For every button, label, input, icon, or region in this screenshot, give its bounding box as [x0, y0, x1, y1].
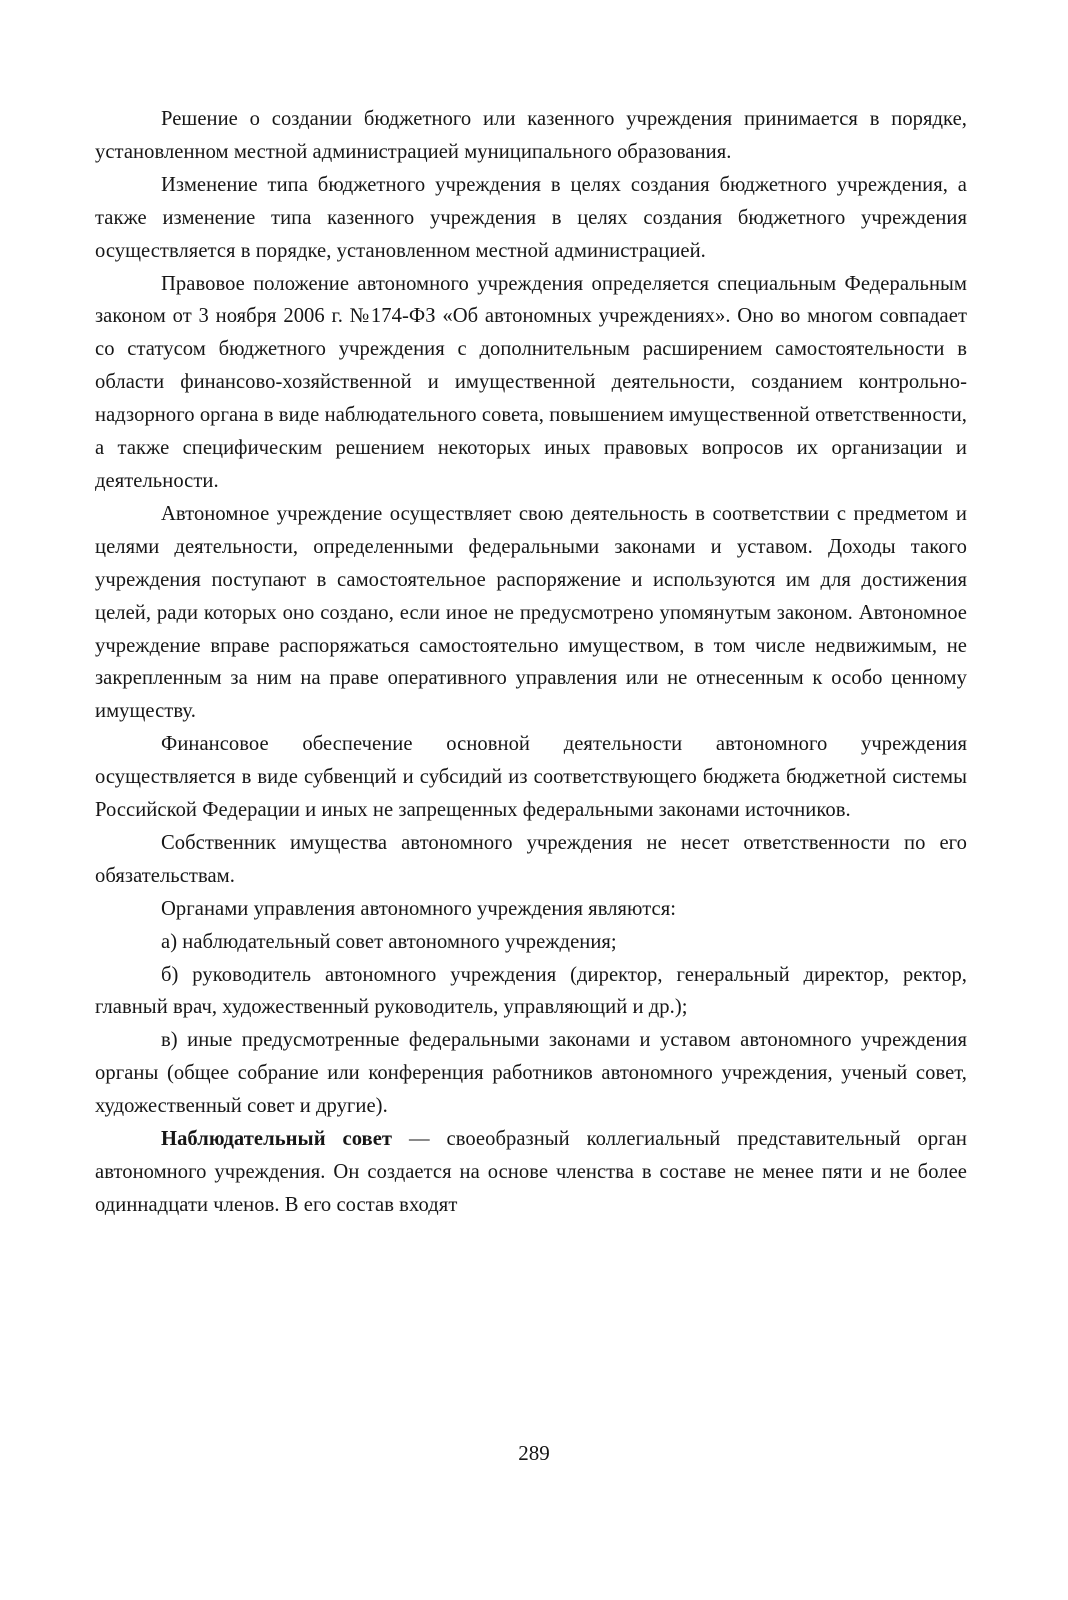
paragraph-2-text: Изменение типа бюджетного учреждения в целях создания бюджетного учреждения, а также изменение типа казенного учреждения в целях создания бюджетного учреждения осуществляется в порядке, установленном местной администрацией.	[95, 173, 967, 262]
paragraph-6	[95, 827, 967, 893]
list-item-a	[95, 926, 967, 959]
paragraph-5	[95, 728, 967, 827]
paragraph-1	[95, 103, 967, 169]
paragraph-3-text: Правовое положение автономного учреждения определяется специальным Федеральным законом от 3 ноября 2006 г. №174-ФЗ «Об автономных учреждениях». Оно во многом совпадает со статусом бюджетного учреждения с дополнительным расширением самостоятельности в области финансово-хозяйственной и имущественной деятельности, созданием контрольно-надзорного органа в виде наблюдательного совета, повышением имущественной ответственности, а также специфическим решением некоторых иных правовых вопросов их организации и деятельности.	[95, 272, 967, 492]
paragraph-7	[95, 893, 967, 926]
paragraph-4	[95, 498, 967, 728]
page-number: 289	[518, 1441, 550, 1465]
list-item-b	[95, 959, 967, 1025]
list-item-c	[95, 1024, 967, 1123]
paragraph-3	[95, 268, 967, 498]
list-item-a-text: а) наблюдательный совет автономного учреждения;	[161, 930, 617, 953]
paragraph-1-text: Решение о создании бюджетного или казенного учреждения принимается в порядке, установленном местной администрацией муниципального образования.	[95, 108, 967, 163]
list-item-c-text: в) иные предусмотренные федеральными законами и уставом автономного учреждения органы (общее собрание или конференция работников автономного учреждения, ученый совет, художественный совет и другие).	[95, 1029, 967, 1118]
body-text	[95, 103, 967, 1222]
paragraph-4-text: Автономное учреждение осуществляет свою деятельность в соответствии с предметом и целями деятельности, определенными федеральными законами и уставом. Доходы такого учреждения поступают в самостоятельное распоряжение и используются им для достижения целей, ради которых оно создано, если иное не предусмотрено упомянутым законом. Автономное учреждение вправе распоряжаться самостоятельно имуществом, в том числе недвижимым, не закрепленным за ним на праве оперативного управления или не отнесенным к особо ценному имуществу.	[95, 502, 967, 723]
paragraph-6-text: Собственник имущества автономного учреждения не несет ответственности по его обязательствам.	[95, 831, 967, 887]
list-item-b-text: б) руководитель автономного учреждения (директор, генеральный директор, ректор, главный врач, художественный руководитель, управляющий и др.);	[95, 963, 967, 1019]
paragraph-supervisory-board-text: — своеобразный коллегиальный представительный орган автономного учреждения. Он создается на основе членства в составе не менее пяти и не более одиннадцати членов. В его состав входят	[95, 1128, 967, 1216]
paragraph-supervisory-board	[95, 1123, 967, 1222]
paragraph-2	[95, 169, 967, 268]
term-supervisory-board: Наблюдательный совет	[161, 1128, 393, 1151]
paragraph-7-text: Органами управления автономного учреждения являются:	[161, 897, 677, 920]
paragraph-5-text: Финансовое обеспечение основной деятельности автономного учреждения осуществляется в виде субвенций и субсидий из соответствующего бюджета бюджетной системы Российской Федерации и иных не запрещенных федеральными законами источников.	[95, 733, 967, 822]
